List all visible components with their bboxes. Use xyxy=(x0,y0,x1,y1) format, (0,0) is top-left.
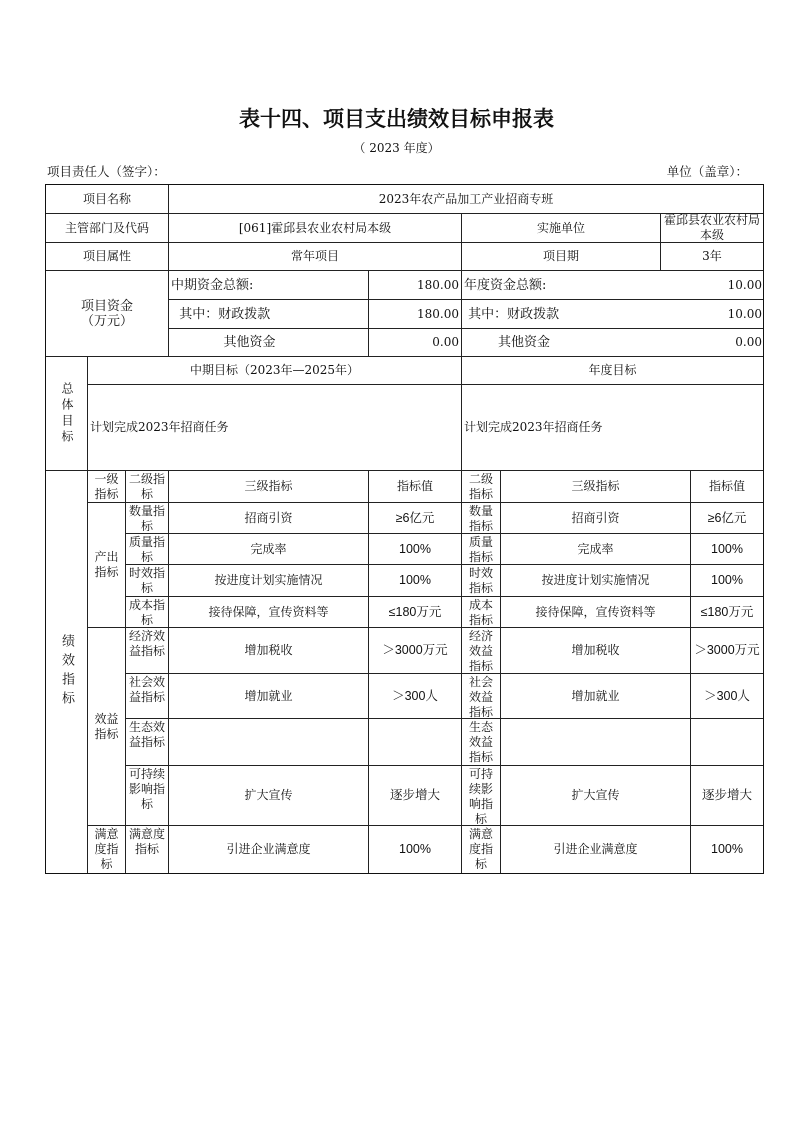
annual-indicator-level3: 扩大宣传 xyxy=(500,765,691,826)
annual-indicator-level2: 质量指标 xyxy=(461,533,501,565)
indicator-value: ≥6亿元 xyxy=(368,502,462,534)
annual-level2-header: 二级指标 xyxy=(461,470,501,503)
indicator-level2: 时效指标 xyxy=(125,564,169,597)
annual-goal-text: 计划完成2023年招商任务 xyxy=(461,384,764,471)
annual-indicator-value: 100% xyxy=(690,564,764,597)
overall-goal-label: 总体目标 xyxy=(45,356,88,471)
indicator-level3: 增加税收 xyxy=(168,627,369,674)
department-label: 主管部门及代码 xyxy=(45,213,169,243)
mid-total-amount: 180.00 xyxy=(368,270,462,300)
indicator-level2: 社会效益指标 xyxy=(125,673,169,719)
indicator-level3: 扩大宣传 xyxy=(168,765,369,826)
indicator-level2: 满意度指标 xyxy=(125,825,169,874)
annual-indicator-value: ＞3000万元 xyxy=(690,627,764,674)
year-other-amount: 0.00 xyxy=(735,335,762,349)
year-total-amount: 10.00 xyxy=(727,277,762,292)
indicator-level2: 质量指标 xyxy=(125,533,169,565)
annual-indicator-level3: 增加就业 xyxy=(500,673,691,719)
performance-indicators-label: 绩效指标 xyxy=(45,470,88,874)
annual-indicator-value: 100% xyxy=(690,825,764,874)
year-fiscal-amount: 10.00 xyxy=(727,306,762,321)
implementing-unit-label: 实施单位 xyxy=(461,213,661,243)
mid-total-label: 中期资金总额: xyxy=(168,270,369,300)
indicator-value: 100% xyxy=(368,533,462,565)
project-funds-label: 项目资金 （万元） xyxy=(45,270,169,357)
indicator-level2: 生态效益指标 xyxy=(125,718,169,766)
page-title: 表十四、项目支出绩效目标申报表 xyxy=(239,107,554,131)
annual-indicator-level2: 满意度指标 xyxy=(461,825,501,874)
value-header: 指标值 xyxy=(368,470,462,503)
indicator-level3: 招商引资 xyxy=(168,502,369,534)
annual-indicator-value: ≤180万元 xyxy=(690,596,764,628)
indicator-value: 100% xyxy=(368,825,462,874)
project-name-value: 2023年农产品加工产业招商专班 xyxy=(168,184,764,214)
indicator-level3: 完成率 xyxy=(168,533,369,565)
level3-header: 三级指标 xyxy=(168,470,369,503)
annual-indicator-value: ＞300人 xyxy=(690,673,764,719)
indicator-level3 xyxy=(168,718,369,766)
indicator-value xyxy=(368,718,462,766)
level1-header: 一级指标 xyxy=(87,470,126,503)
annual-indicator-value xyxy=(690,718,764,766)
project-period-label: 项目期 xyxy=(461,242,661,271)
project-attribute-label: 项目属性 xyxy=(45,242,169,271)
project-period-value: 3年 xyxy=(660,242,764,271)
department-value: [061]霍邱县农业农村局本级 xyxy=(168,213,462,243)
annual-indicator-level3: 接待保障，宣传资料等 xyxy=(500,596,691,628)
level1-benefit: 效益指标 xyxy=(87,627,126,826)
project-name-label: 项目名称 xyxy=(45,184,169,214)
annual-indicator-level2: 时效指标 xyxy=(461,564,501,597)
annual-indicator-value: 100% xyxy=(690,533,764,565)
year-fiscal-label: 其中：财政拨款 xyxy=(461,299,764,329)
level1-output: 产出指标 xyxy=(87,502,126,628)
indicator-level3: 接待保障，宣传资料等 xyxy=(168,596,369,628)
indicator-level2: 经济效益指标 xyxy=(125,627,169,674)
annual-value-header: 指标值 xyxy=(690,470,764,503)
indicator-level2: 成本指标 xyxy=(125,596,169,628)
indicator-level2: 数量指标 xyxy=(125,502,169,534)
annual-indicator-level3: 完成率 xyxy=(500,533,691,565)
mid-fiscal-amount: 180.00 xyxy=(368,299,462,329)
level1-satisfaction: 满意度指标 xyxy=(87,825,126,874)
responsible-person-label: 项目责任人（签字）： xyxy=(47,164,166,179)
indicator-level2: 可持续影响指标 xyxy=(125,765,169,826)
annual-indicator-level2: 成本指标 xyxy=(461,596,501,628)
annual-indicator-level2: 生态效益指标 xyxy=(461,718,501,766)
indicator-value: ＞3000万元 xyxy=(368,627,462,674)
unit-seal-label: 单位（盖章）： xyxy=(666,164,748,179)
mid-other-label: 其他资金 xyxy=(168,328,369,357)
annual-indicator-level3: 招商引资 xyxy=(500,502,691,534)
level2-header: 二级指标 xyxy=(125,470,169,503)
year-subtitle: （ 2023 年度） xyxy=(353,141,440,155)
indicator-level3: 引进企业满意度 xyxy=(168,825,369,874)
indicator-value: 逐步增大 xyxy=(368,765,462,826)
indicator-value: ＞300人 xyxy=(368,673,462,719)
indicator-level3: 增加就业 xyxy=(168,673,369,719)
mid-other-amount: 0.00 xyxy=(368,328,462,357)
annual-indicator-level2: 可持续影响指标 xyxy=(461,765,501,826)
annual-indicator-value: ≥6亿元 xyxy=(690,502,764,534)
annual-indicator-level3: 按进度计划实施情况 xyxy=(500,564,691,597)
annual-indicator-value: 逐步增大 xyxy=(690,765,764,826)
annual-indicator-level2: 数量指标 xyxy=(461,502,501,534)
annual-level3-header: 三级指标 xyxy=(500,470,691,503)
year-other-label: 其他资金 xyxy=(461,328,764,357)
annual-indicator-level3: 引进企业满意度 xyxy=(500,825,691,874)
indicator-level3: 按进度计划实施情况 xyxy=(168,564,369,597)
annual-indicator-level3: 增加税收 xyxy=(500,627,691,674)
year-total-label: 年度资金总额: xyxy=(461,270,764,300)
implementing-unit-value: 霍邱县农业农村局本级 xyxy=(660,213,764,243)
project-attribute-value: 常年项目 xyxy=(168,242,462,271)
mid-term-goal-text: 计划完成2023年招商任务 xyxy=(87,384,462,471)
mid-fiscal-label: 其中：财政拨款 xyxy=(168,299,369,329)
mid-term-goal-header: 中期目标（2023年—2025年） xyxy=(87,356,462,385)
annual-indicator-level2: 经济效益指标 xyxy=(461,627,501,674)
indicator-value: ≤180万元 xyxy=(368,596,462,628)
annual-indicator-level3 xyxy=(500,718,691,766)
indicator-value: 100% xyxy=(368,564,462,597)
annual-goal-header: 年度目标 xyxy=(461,356,764,385)
annual-indicator-level2: 社会效益指标 xyxy=(461,673,501,719)
